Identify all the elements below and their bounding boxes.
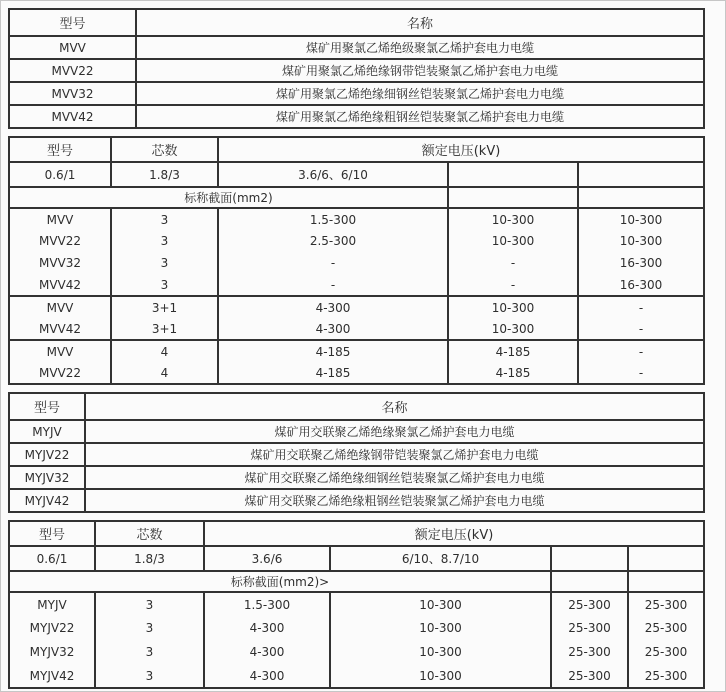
range-cell: 4-300 bbox=[204, 640, 330, 664]
table-row bbox=[9, 362, 704, 384]
range-cell: - bbox=[448, 252, 578, 274]
range-cell: 25-300 bbox=[628, 616, 704, 640]
cores-cell: 3 bbox=[95, 640, 204, 664]
range-cell: 25-300 bbox=[628, 592, 704, 616]
cores-cell: 3+1 bbox=[111, 318, 218, 340]
name-cell: 煤矿用聚氯乙烯绝缘钢带铠装聚氯乙烯护套电力电缆 bbox=[136, 59, 704, 82]
table-row bbox=[9, 252, 704, 274]
voltage-values-row bbox=[9, 546, 704, 571]
table-row bbox=[9, 592, 704, 616]
table-row bbox=[9, 230, 704, 252]
section-label-cell: 标称截面(mm2)> bbox=[9, 571, 551, 592]
range-cell: 4-300 bbox=[204, 616, 330, 640]
cores-cell: 3 bbox=[95, 592, 204, 616]
model-cell: MYJV32 bbox=[9, 640, 95, 664]
range-cell: 10-300 bbox=[330, 616, 551, 640]
empty-cell bbox=[628, 571, 704, 592]
range-cell: 4-185 bbox=[448, 362, 578, 384]
range-cell: 4-300 bbox=[204, 664, 330, 688]
name-cell: 煤矿用交联聚乙烯绝缘粗钢丝铠装聚氯乙烯护套电力电缆 bbox=[85, 489, 704, 512]
name-cell: 煤矿用聚氯乙烯绝缘细钢丝铠装聚氯乙烯护套电力电缆 bbox=[136, 82, 704, 105]
col-header-model: 型号 bbox=[9, 9, 136, 36]
empty-cell bbox=[448, 187, 578, 208]
table-header-row bbox=[9, 521, 704, 546]
col-header-voltage: 额定电压(kV) bbox=[204, 521, 704, 546]
col-header-model: 型号 bbox=[9, 137, 111, 162]
range-cell: 1.5-300 bbox=[218, 208, 448, 230]
range-cell: - bbox=[218, 274, 448, 296]
range-cell: - bbox=[218, 252, 448, 274]
model-cell: MVV bbox=[9, 340, 111, 362]
model-cell: MYJV22 bbox=[9, 443, 85, 466]
section-label-row bbox=[9, 187, 704, 208]
name-cell: 煤矿用交联聚乙烯绝缘聚氯乙烯护套电力电缆 bbox=[85, 420, 704, 443]
cores-cell: 3 bbox=[95, 664, 204, 688]
table-header-row bbox=[9, 9, 704, 36]
table-row bbox=[9, 208, 704, 230]
cores-cell: 3 bbox=[111, 252, 218, 274]
model-cell: MVV22 bbox=[9, 230, 111, 252]
range-cell: 4-185 bbox=[218, 362, 448, 384]
range-cell: 10-300 bbox=[448, 318, 578, 340]
model-cell: MVV22 bbox=[9, 362, 111, 384]
table-row bbox=[9, 82, 704, 105]
col-header-model: 型号 bbox=[9, 521, 95, 546]
range-cell: 4-300 bbox=[218, 318, 448, 340]
model-cell: MVV42 bbox=[9, 274, 111, 296]
cores-cell: 3 bbox=[111, 230, 218, 252]
range-cell: 10-300 bbox=[330, 640, 551, 664]
model-cell: MYJV bbox=[9, 420, 85, 443]
table-row bbox=[9, 105, 704, 128]
name-cell: 煤矿用聚氯乙烯绝缘粗钢丝铠装聚氯乙烯护套电力电缆 bbox=[136, 105, 704, 128]
cores-cell: 3 bbox=[111, 208, 218, 230]
voltage-values-row bbox=[9, 162, 704, 187]
range-cell: 25-300 bbox=[551, 616, 628, 640]
empty-cell bbox=[551, 571, 628, 592]
table-row bbox=[9, 443, 704, 466]
name-cell: 煤矿用交联聚乙烯绝缘钢带铠装聚氯乙烯护套电力电缆 bbox=[85, 443, 704, 466]
model-cell: MVV32 bbox=[9, 82, 136, 105]
col-header-cores: 芯数 bbox=[95, 521, 204, 546]
range-cell: 25-300 bbox=[551, 640, 628, 664]
voltage-cell: 3.6/6 bbox=[204, 546, 330, 571]
cores-cell: 3 bbox=[111, 274, 218, 296]
voltage-cell bbox=[628, 546, 704, 571]
table-row bbox=[9, 420, 704, 443]
cores-cell: 3+1 bbox=[111, 296, 218, 318]
model-cell: MVV32 bbox=[9, 252, 111, 274]
col-header-model: 型号 bbox=[9, 393, 85, 420]
cores-cell: 3 bbox=[95, 616, 204, 640]
range-cell: - bbox=[578, 340, 704, 362]
model-cell: MYJV bbox=[9, 592, 95, 616]
cores-cell: 4 bbox=[111, 362, 218, 384]
model-cell: MVV42 bbox=[9, 105, 136, 128]
model-cell: MVV bbox=[9, 36, 136, 59]
voltage-cell bbox=[578, 162, 704, 187]
range-cell: 25-300 bbox=[551, 592, 628, 616]
model-cell: MYJV32 bbox=[9, 466, 85, 489]
section-label-cell: 标称截面(mm2) bbox=[9, 187, 448, 208]
range-cell: - bbox=[578, 296, 704, 318]
model-cell: MYJV42 bbox=[9, 489, 85, 512]
range-cell: 10-300 bbox=[578, 208, 704, 230]
table-header-row bbox=[9, 393, 704, 420]
voltage-cell: 1.8/3 bbox=[95, 546, 204, 571]
name-cell: 煤矿用聚氯乙烯绝级聚氯乙烯护套电力电缆 bbox=[136, 36, 704, 59]
table-row bbox=[9, 36, 704, 59]
table-row bbox=[9, 664, 704, 688]
range-cell: 4-300 bbox=[218, 296, 448, 318]
range-cell: 1.5-300 bbox=[204, 592, 330, 616]
range-cell: 10-300 bbox=[330, 664, 551, 688]
table-row bbox=[9, 616, 704, 640]
col-header-name: 名称 bbox=[85, 393, 704, 420]
range-cell: 10-300 bbox=[448, 208, 578, 230]
table-row bbox=[9, 340, 704, 362]
model-cell: MVV42 bbox=[9, 318, 111, 340]
mvv-name-table bbox=[8, 8, 705, 129]
range-cell: - bbox=[448, 274, 578, 296]
range-cell: - bbox=[578, 318, 704, 340]
range-cell: - bbox=[578, 362, 704, 384]
voltage-cell: 6/10、8.7/10 bbox=[330, 546, 551, 571]
mvv-spec-table bbox=[8, 136, 705, 385]
range-cell: 16-300 bbox=[578, 274, 704, 296]
col-header-cores: 芯数 bbox=[111, 137, 218, 162]
table-row bbox=[9, 274, 704, 296]
table-header-row bbox=[9, 137, 704, 162]
empty-cell bbox=[578, 187, 704, 208]
model-cell: MYJV42 bbox=[9, 664, 95, 688]
range-cell: 10-300 bbox=[448, 296, 578, 318]
voltage-cell bbox=[448, 162, 578, 187]
range-cell: 10-300 bbox=[448, 230, 578, 252]
range-cell: 25-300 bbox=[551, 664, 628, 688]
voltage-cell: 3.6/6、6/10 bbox=[218, 162, 448, 187]
model-cell: MVV bbox=[9, 208, 111, 230]
table-row bbox=[9, 318, 704, 340]
section-label-row bbox=[9, 571, 704, 592]
range-cell: 25-300 bbox=[628, 640, 704, 664]
range-cell: 4-185 bbox=[218, 340, 448, 362]
range-cell: 10-300 bbox=[330, 592, 551, 616]
range-cell: 4-185 bbox=[448, 340, 578, 362]
myjv-spec-table bbox=[8, 520, 705, 689]
voltage-cell: 1.8/3 bbox=[111, 162, 218, 187]
table-row bbox=[9, 59, 704, 82]
table-row bbox=[9, 489, 704, 512]
model-cell: MYJV22 bbox=[9, 616, 95, 640]
myjv-name-table bbox=[8, 392, 705, 513]
range-cell: 2.5-300 bbox=[218, 230, 448, 252]
voltage-cell: 0.6/1 bbox=[9, 546, 95, 571]
range-cell: 10-300 bbox=[578, 230, 704, 252]
range-cell: 16-300 bbox=[578, 252, 704, 274]
range-cell: 25-300 bbox=[628, 664, 704, 688]
table-row bbox=[9, 466, 704, 489]
table-row bbox=[9, 296, 704, 318]
voltage-cell: 0.6/1 bbox=[9, 162, 111, 187]
model-cell: MVV bbox=[9, 296, 111, 318]
table-row bbox=[9, 640, 704, 664]
col-header-voltage: 额定电压(kV) bbox=[218, 137, 704, 162]
model-cell: MVV22 bbox=[9, 59, 136, 82]
cores-cell: 4 bbox=[111, 340, 218, 362]
name-cell: 煤矿用交联聚乙烯绝缘细钢丝铠装聚氯乙烯护套电力电缆 bbox=[85, 466, 704, 489]
col-header-name: 名称 bbox=[136, 9, 704, 36]
voltage-cell bbox=[551, 546, 628, 571]
